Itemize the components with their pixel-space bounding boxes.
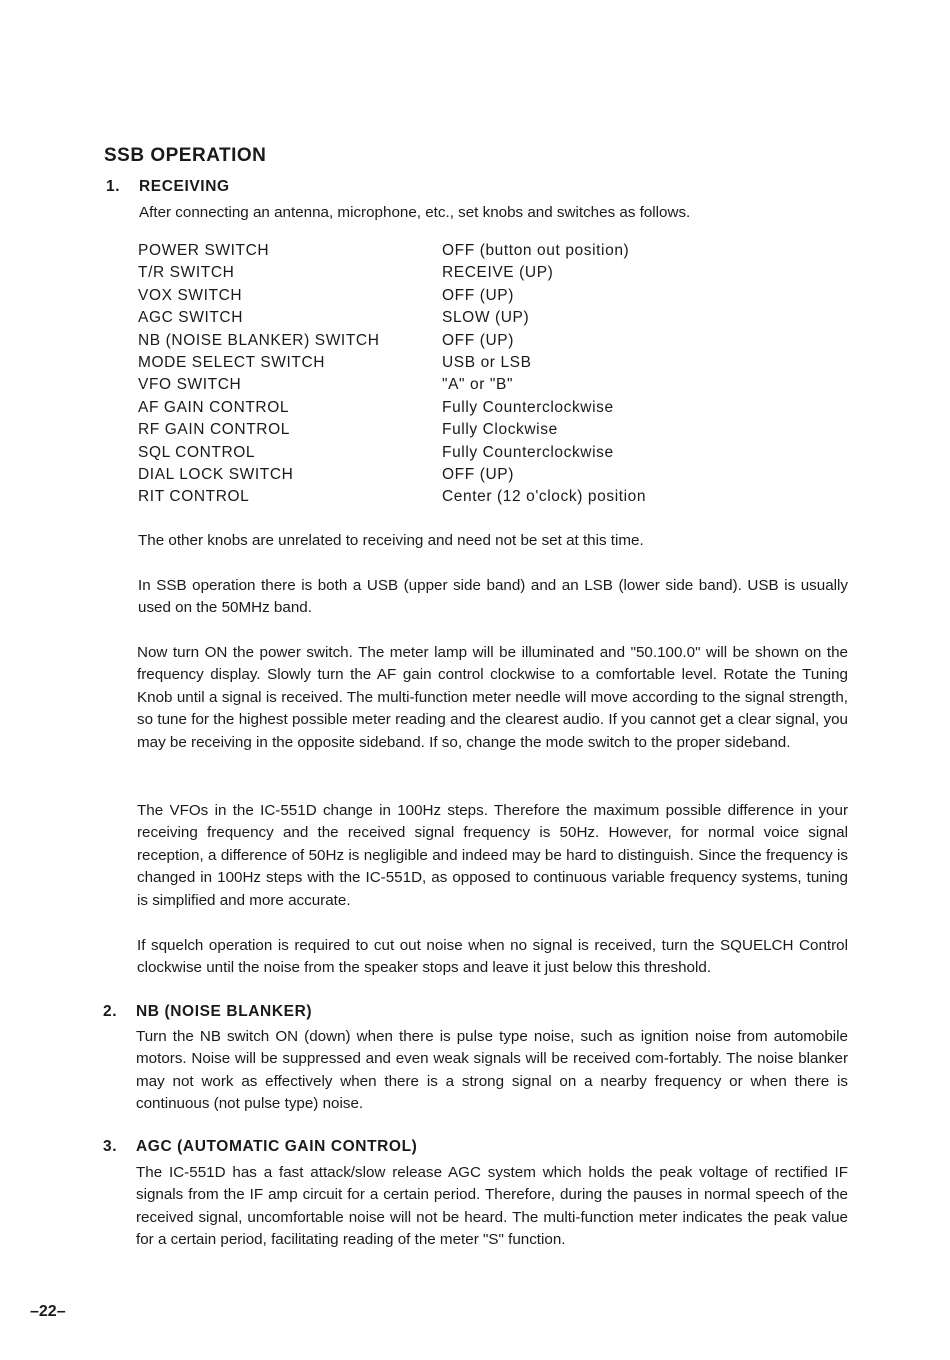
table-row	[138, 464, 698, 486]
control-name: MODE SELECT SWITCH	[138, 354, 326, 372]
control-setting: "A" or "B"	[442, 376, 514, 394]
control-setting: Fully Counterclockwise	[442, 398, 614, 416]
section-heading-receiving	[106, 178, 506, 200]
paragraph-noise-blanker: Turn the NB switch ON (down) when there is pulse type noise, such as ignition noise from automobile motors. Noise will be suppressed and even weak signals will be received com-fortably. The noise blanker may not work as effectively when there is a strong signal on a nearby frequency or when there is continuous (not pulse type) noise.	[136, 1028, 848, 1113]
table-row	[138, 374, 698, 396]
control-setting: Fully Clockwise	[442, 421, 558, 439]
table-row	[138, 486, 698, 508]
receiving-intro: After connecting an antenna, microphone, etc., set knobs and switches as follows.	[139, 204, 691, 221]
control-name: RF GAIN CONTROL	[138, 421, 290, 439]
table-row	[138, 330, 698, 352]
control-name: NB (NOISE BLANKER) SWITCH	[138, 331, 380, 349]
control-setting: Fully Counterclockwise	[442, 443, 614, 461]
section-number: 1.	[106, 178, 121, 195]
paragraph-vfo-steps: The VFOs in the IC-551D change in 100Hz steps. Therefore the maximum possible difference in your receiving frequency and the received signal frequency is 50Hz. However, for normal voice signal reception, a difference of 50Hz is negligible and indeed may be hard to distinguish. Since the frequency is changed in 100Hz steps with the IC-551D, as opposed to continuous variable frequency systems, tuning is simplified and more accurate.	[137, 802, 848, 909]
table-row	[138, 419, 698, 441]
receiving-settings-table	[138, 240, 698, 509]
control-name: RIT CONTROL	[138, 488, 250, 506]
page-title: SSB OPERATION	[104, 145, 267, 166]
control-setting: RECEIVE (UP)	[442, 264, 554, 282]
table-row	[138, 285, 698, 307]
control-name: DIAL LOCK SWITCH	[138, 466, 294, 484]
paragraph-sideband: In SSB operation there is both a USB (upper side band) and an LSB (lower side band). USB is usually used on the 50MHz band.	[138, 577, 848, 617]
table-row	[138, 307, 698, 329]
paragraph-squelch: If squelch operation is required to cut out noise when no signal is received, turn the SQUELCH Control clockwise until the noise from the speaker stops and leave it just below this threshold.	[137, 937, 848, 977]
section-title: NB (NOISE BLANKER)	[136, 1003, 313, 1020]
page-number: –22–	[30, 1303, 66, 1320]
control-name: VFO SWITCH	[138, 376, 242, 394]
section-heading-noise-blanker	[103, 1003, 503, 1025]
control-setting: Center (12 o'clock) position	[442, 488, 647, 506]
section-heading-agc	[103, 1138, 553, 1160]
control-name: POWER SWITCH	[138, 242, 270, 259]
paragraph-agc: The IC-551D has a fast attack/slow release AGC system which holds the peak voltage of rectified IF signals from the IF amp circuit for a certain period. Therefore, during the pauses in normal speech of the received signal, uncomfortable noise will not be heard. The multi-function meter indicates the peak value for a certain period, facilitating reading of the meter "S" function.	[136, 1164, 848, 1249]
control-setting: SLOW (UP)	[442, 309, 530, 327]
control-setting: OFF (UP)	[442, 286, 514, 304]
control-name: AF GAIN CONTROL	[138, 398, 290, 416]
table-row	[138, 352, 698, 374]
section-number: 2.	[103, 1003, 118, 1020]
control-name: VOX SWITCH	[138, 286, 243, 304]
paragraph-other-knobs: The other knobs are unrelated to receiving and need not be set at this time.	[138, 532, 644, 549]
section-title: RECEIVING	[139, 178, 230, 195]
table-row	[138, 262, 698, 284]
control-name: AGC SWITCH	[138, 309, 244, 327]
table-row	[138, 442, 698, 464]
control-setting: OFF (UP)	[442, 466, 514, 484]
section-title: AGC (AUTOMATIC GAIN CONTROL)	[136, 1138, 418, 1155]
control-name: T/R SWITCH	[138, 264, 235, 282]
control-setting: OFF (UP)	[442, 331, 514, 349]
paragraph-power-on: Now turn ON the power switch. The meter lamp will be illuminated and "50.100.0" will be shown on the frequency display. Slowly turn the AF gain control clockwise to a comfortable level. Rotate the Tuning Knob until a signal is received. The multi-function meter needle will move according to the signal strength, so tune for the highest possible meter reading and the clearest audio. If you cannot get a clear signal, you may be receiving in the opposite sideband. If so, change the mode switch to the proper sideband.	[137, 644, 848, 751]
control-name: SQL CONTROL	[138, 443, 256, 461]
section-number: 3.	[103, 1138, 118, 1155]
control-setting: USB or LSB	[442, 354, 532, 372]
table-row	[138, 240, 698, 262]
table-row	[138, 397, 698, 419]
control-setting: OFF (button out position)	[442, 242, 630, 259]
